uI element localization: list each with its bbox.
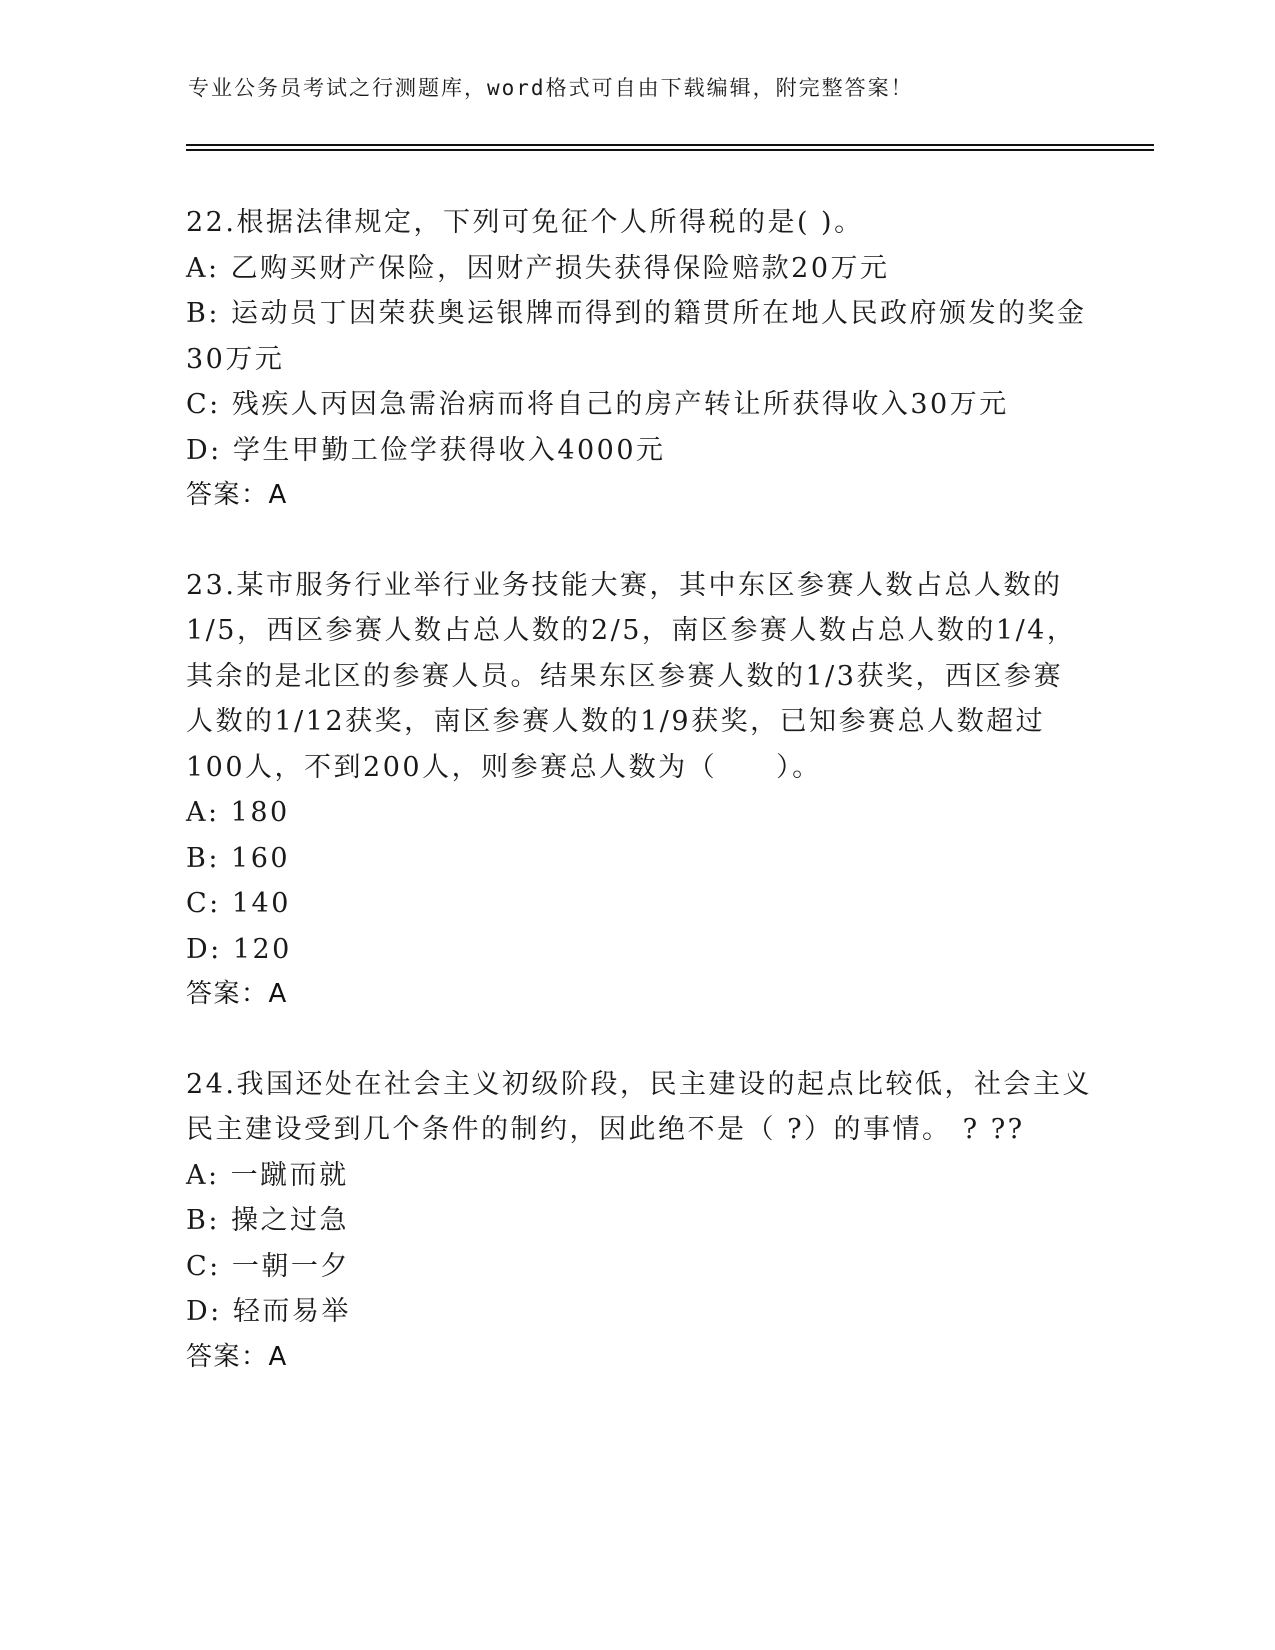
question-stem-line: 人数的1/12获奖，南区参赛人数的1/9获奖，已知参赛总人数超过 [186, 706, 1046, 737]
option-d: D: 120 [186, 933, 292, 965]
answer: 答案：A [186, 979, 288, 1009]
question-stem-line: 1/5，西区参赛人数占总人数的2/5，南区参赛人数占总人数的1/4， [186, 615, 1077, 646]
question-stem-line: 23.某市服务行业举行业务技能大赛，其中东区参赛人数占总人数的 [186, 569, 1063, 601]
question-stem-line: 其余的是北区的参赛人员。结果东区参赛人数的1/3获奖，西区参赛 [186, 660, 1063, 692]
question-stem-line: 24.我国还处在社会主义初级阶段，民主建设的起点比较低，社会主义 [186, 1068, 1092, 1100]
option-b: B: 操之过急 [186, 1205, 350, 1236]
option-d: D: 轻而易举 [186, 1296, 351, 1327]
question-23 [186, 563, 1086, 1018]
header-divider [186, 144, 1154, 146]
option-b: B: 160 [186, 842, 291, 874]
question-list [186, 200, 1092, 1424]
option-a: A: 180 [186, 797, 290, 828]
question-24 [186, 1062, 1092, 1381]
question-stem: 22.根据法律规定，下列可免征个人所得税的是( )。 [186, 207, 864, 238]
option-d: D: 学生甲勤工俭学获得收入4000元 [186, 434, 666, 466]
question-22 [186, 200, 1086, 519]
answer: 答案：A [186, 1341, 288, 1372]
option-c: C: 一朝一夕 [186, 1250, 350, 1282]
option-a: A: 乙购买财产保险，因财产损失获得保险赔款20万元 [186, 252, 890, 284]
answer: 答案：A [186, 480, 288, 510]
question-stem-line: 民主建设受到几个条件的制约，因此绝不是（ ?）的事情。 ? ?? [186, 1114, 1025, 1145]
question-stem-line: 100人，不到200人，则参赛总人数为（ ）。 [186, 751, 822, 783]
header-divider-second [186, 149, 1154, 151]
option-c: C: 140 [186, 888, 291, 919]
option-a: A: 一蹴而就 [186, 1159, 349, 1191]
page-header: 专业公务员考试之行测题库，word格式可自由下载编辑，附完整答案！ [188, 76, 914, 100]
option-c: C: 残疾人丙因急需治病而将自己的房产转让所获得收入30万元 [186, 389, 1009, 420]
option-b: B: 运动员丁因荣获奥运银牌而得到的籍贯所在地人民政府颁发的奖金 [186, 298, 1087, 329]
option-b-continued: 30万元 [186, 343, 285, 375]
